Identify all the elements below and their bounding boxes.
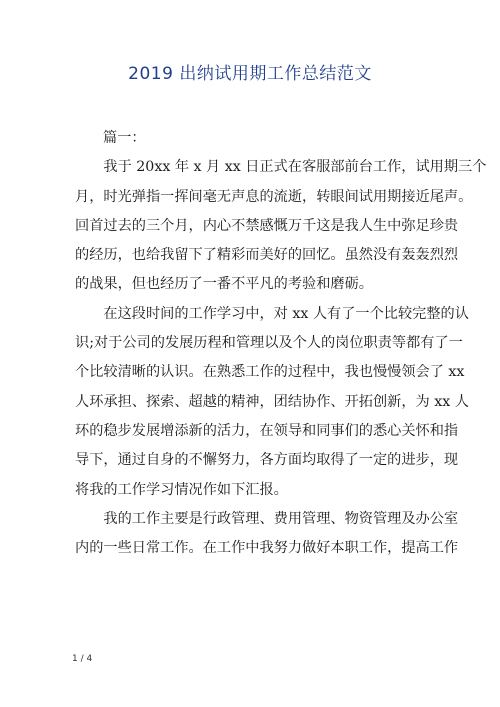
- paragraph-line: 识;对于公司的发展历程和管理以及个人的岗位职责等都有了一: [75, 335, 463, 352]
- body-text: [75, 124, 487, 563]
- paragraph-line: 在这段时间的工作学习中，对 xx 人有了一个比较完整的认: [75, 305, 469, 322]
- paragraph-line: 的战果，但也经历了一番不平凡的考验和磨砺。: [75, 276, 373, 293]
- paragraph-line: 我于 20xx 年 x 月 xx 日正式在客服部前台工作，试用期三个: [75, 159, 487, 176]
- paragraph-line: 将我的工作学习情况作如下汇报。: [75, 481, 288, 498]
- paragraph-line: 个比较清晰的认识。在熟悉工作的过程中，我也慢慢领会了 xx: [75, 364, 465, 381]
- section-heading: 篇一：: [103, 130, 146, 146]
- paragraph-line: 环的稳步发展增添新的活力，在领导和同事们的悉心关怀和指: [75, 422, 459, 439]
- paragraph-line: 人环承担、探索、超越的精神，团结协作、开拓创新，为 xx 人: [75, 393, 469, 410]
- paragraph-line: 我的工作主要是行政管理、费用管理、物资管理及办公室: [75, 510, 459, 527]
- page-indicator: 1 / 4: [72, 654, 93, 664]
- paragraph-line: 月，时光弹指一挥间毫无声息的流逝，转眼间试用期接近尾声。: [75, 188, 473, 205]
- paragraph-line: 内的一些日常工作。在工作中我努力做好本职工作，提高工作: [75, 540, 459, 557]
- paragraph-line: 导下，通过自身的不懈努力，各方面均取得了一定的进步，现: [75, 452, 459, 469]
- document-title: 2019 出纳试用期工作总结范文: [128, 64, 372, 84]
- paragraph-line: 回首过去的三个月，内心不禁感慨万千这是我人生中弥足珍贵: [75, 217, 459, 234]
- paragraph-line: 的经历，也给我留下了精彩而美好的回忆。虽然没有轰轰烈烈: [75, 247, 459, 264]
